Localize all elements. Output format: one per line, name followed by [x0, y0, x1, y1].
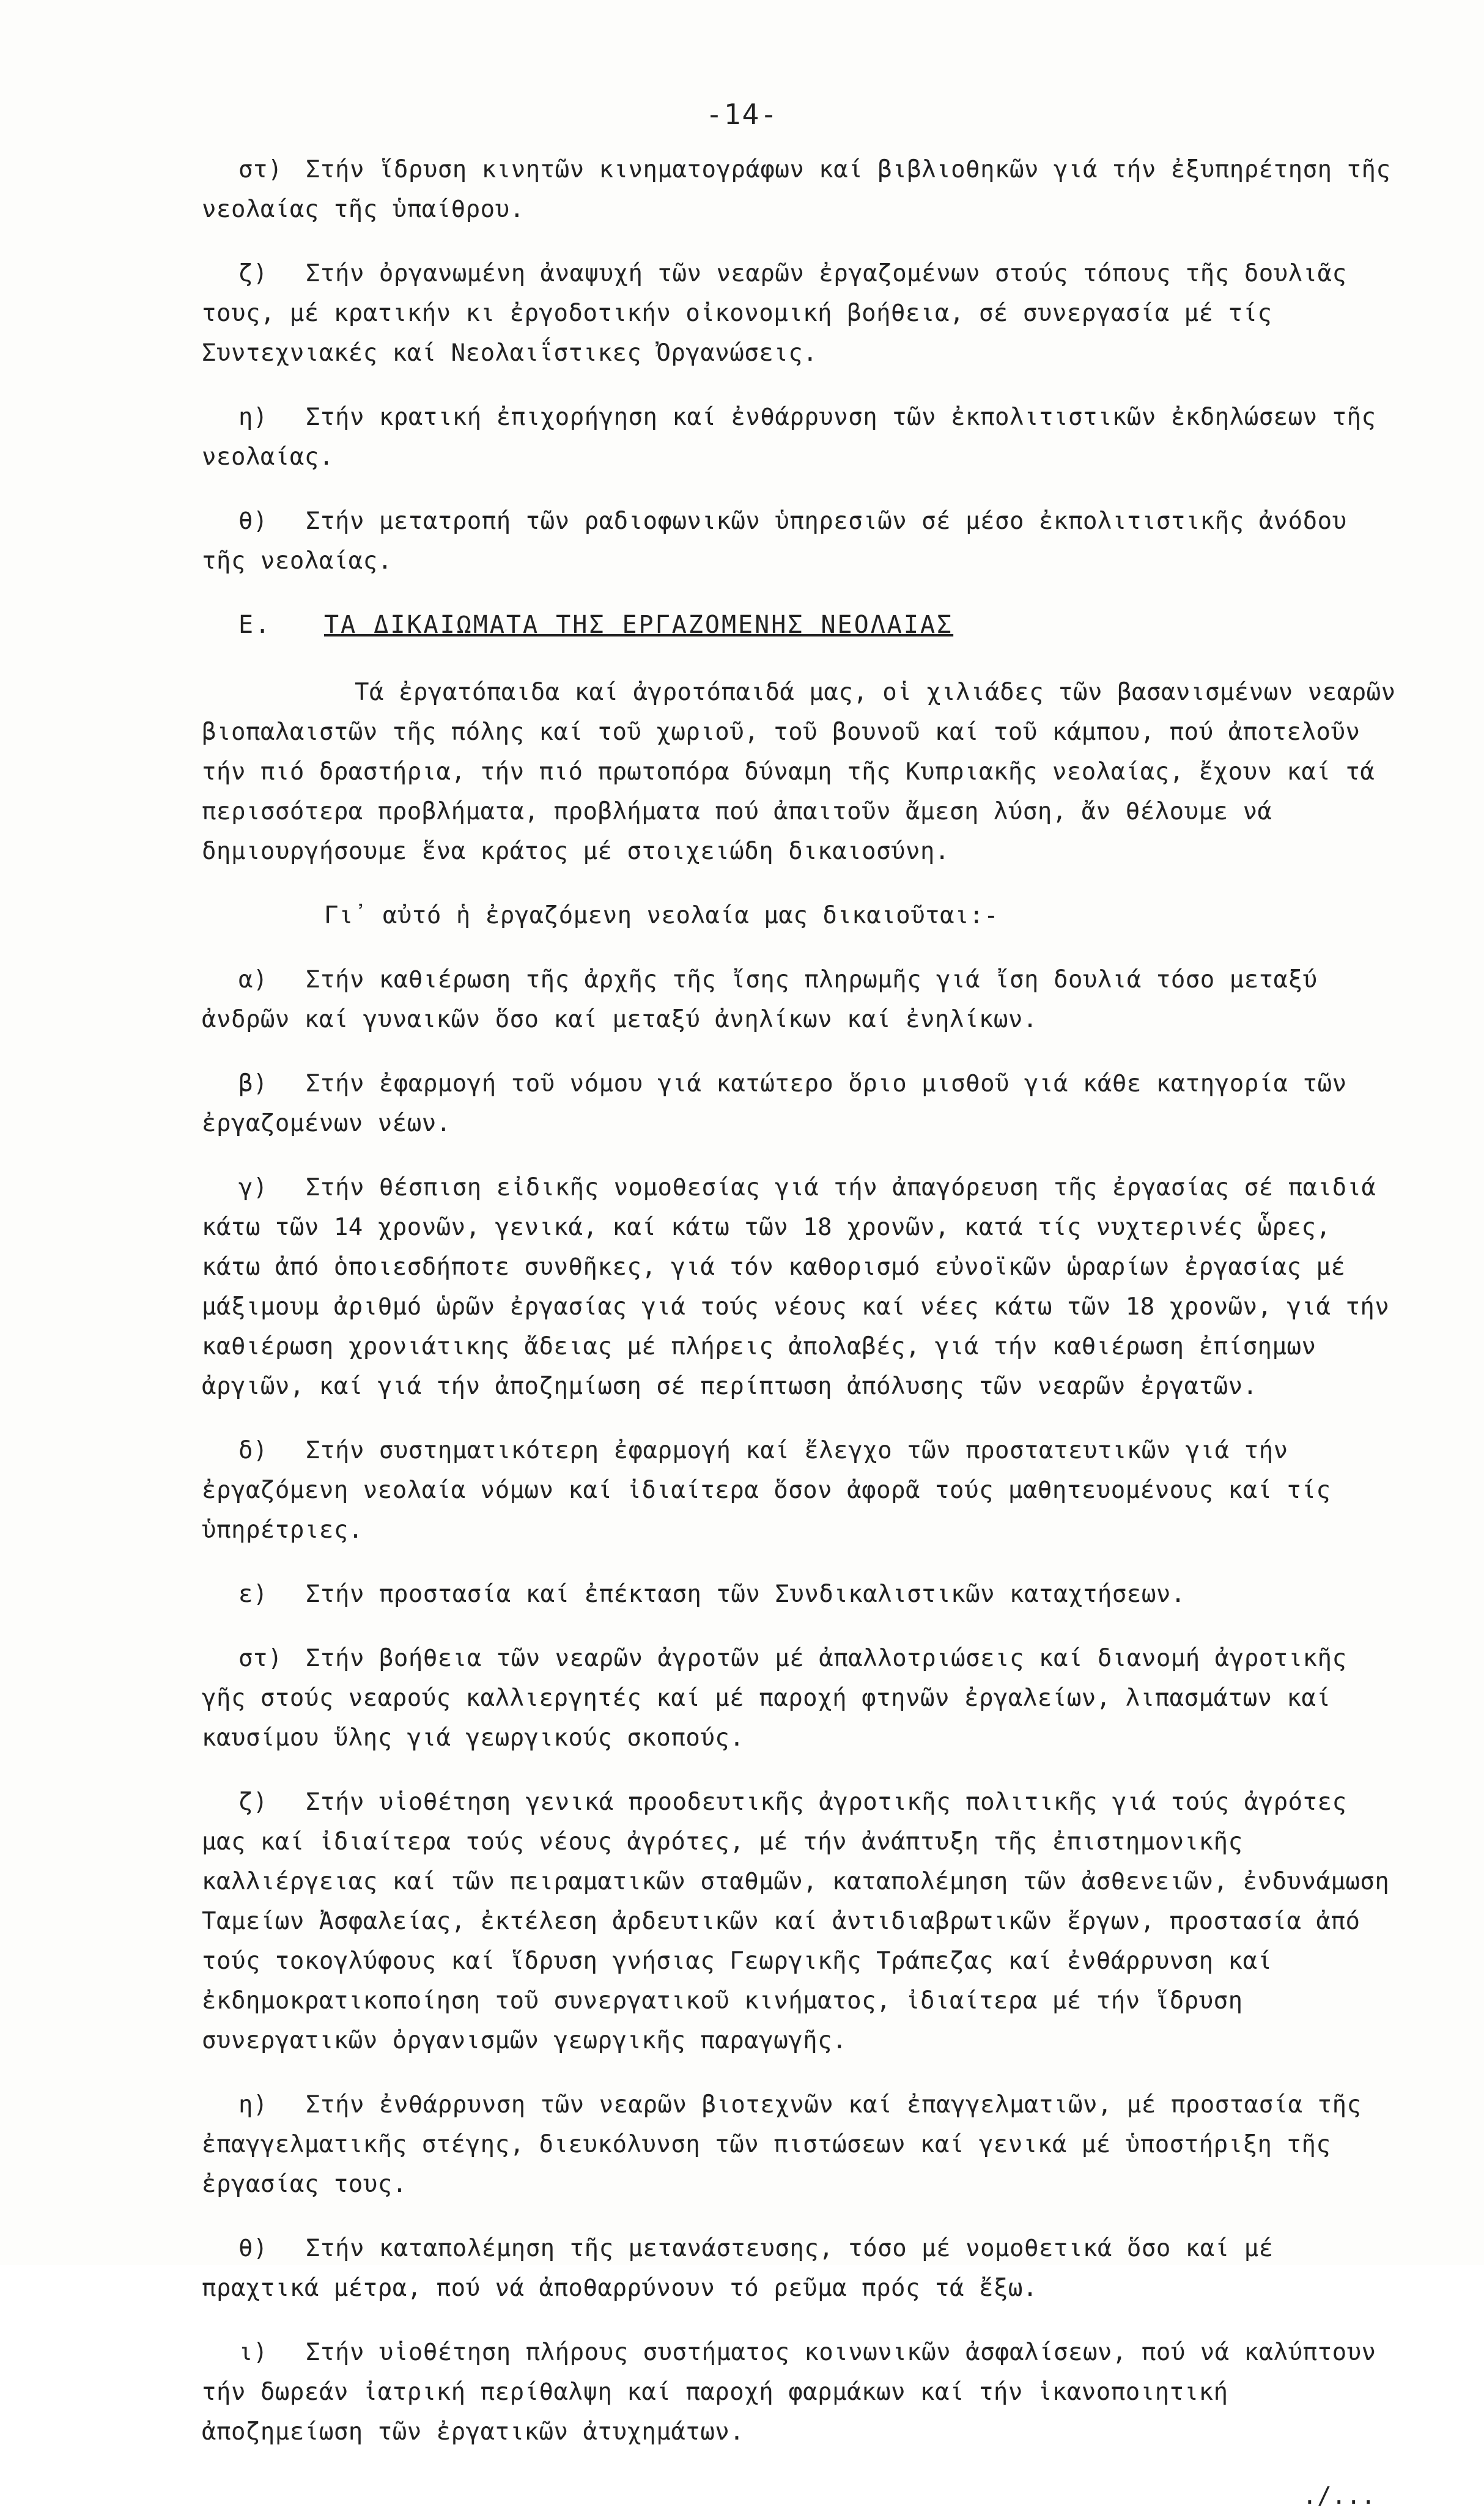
list-item — [202, 501, 1400, 581]
list-item — [202, 150, 1400, 229]
list-item — [202, 1574, 1400, 1614]
body-paragraph: Τά ἐργατόπαιδα καί ἀγροτόπαιδά μας, οἱ χιλιάδες τῶν βασανισμένων νεαρῶν βιοπαλαιστῶν τῆς πόλης καί τοῦ χωριοῦ, τοῦ βουνοῦ καί τοῦ κάμπου, πού ἀποτελοῦν τήν πιό δραστήρια, τήν πιό πρωτοπόρα δύναμη τῆς Κυπριακῆς νεολαίας, ἔχουν καί τά περισσότερα προβλήματα, προβλήματα πού ἀπαιτοῦν ἄμεση λύση, ἄν θέλουμε νά δημιουργήσουμε ἕνα κράτος μέ στοιχειώδη δικαιοσύνη. — [202, 679, 1396, 865]
item-label: η) — [238, 404, 268, 431]
continuation-mark: ./... — [1302, 2482, 1376, 2510]
item-text: Στήν ἵδρυση κινητῶν κινηματογράφων καί βιβλιοθηκῶν γιά τήν ἐξυπηρέτηση τῆς νεολαίας τῆς ὑπαίθρου. — [202, 156, 1391, 223]
item-label: στ) — [238, 156, 282, 183]
item-text: Στήν μετατροπή τῶν ραδιοφωνικῶν ὑπηρεσιῶν σέ μέσο ἐκπολιτιστικῆς ἀνόδου τῆς νεολαίας. — [202, 507, 1347, 575]
item-text: Στήν συστηματικότερη ἐφαρμογή καί ἔλεγχο τῶν προστατευτικῶν γιά τήν ἐργαζόμενη νεολαία νόμων καί ἰδιαίτερα ὅσον ἀφορᾶ τούς μαθητευομένους καί τίς ὑπηρέτριες. — [202, 1437, 1331, 1544]
list-item — [202, 960, 1400, 1039]
item-label: γ) — [238, 1174, 268, 1201]
item-text: Στήν καταπολέμηση τῆς μετανάστευσης, τόσο μέ νομοθετικά ὅσο καί μέ πραχτικά μέτρα, πού νά ἀποθαρρύνουν τό ρεῦμα πρός τά ἔξω. — [202, 2235, 1274, 2302]
item-label: θ) — [238, 507, 268, 535]
list-item — [202, 2229, 1400, 2308]
item-text: Στήν ἐφαρμογή τοῦ νόμου γιά κατώτερο ὅριο μισθοῦ γιά κάθε κατηγορία τῶν ἐργαζομένων νέων. — [202, 1070, 1347, 1137]
list-item — [202, 1782, 1400, 2060]
list-item — [202, 1168, 1400, 1406]
item-label: ζ) — [238, 260, 268, 287]
list-item — [202, 1431, 1400, 1550]
section-letter: Ε. — [238, 611, 272, 639]
item-text: Στήν ἐνθάρρυνση τῶν νεαρῶν βιοτεχνῶν καί ἐπαγγελματιῶν, μέ προστασία τῆς ἐπαγγελματικῆς στέγης, διευκόλυνση τῶν πιστώσεων καί γενικά μέ ὑποστήριξη τῆς ἐργασίας τους. — [202, 2091, 1362, 2198]
list-item — [202, 397, 1400, 477]
item-label: ζ) — [238, 1788, 268, 1816]
item-text: Στήν προστασία καί ἐπέκταση τῶν Συνδικαλιστικῶν καταχτήσεων. — [306, 1581, 1186, 1608]
list-item — [202, 1639, 1400, 1758]
item-label: ι) — [238, 2339, 268, 2366]
item-label: α) — [238, 966, 268, 994]
item-label: η) — [238, 2091, 268, 2119]
item-label: ε) — [238, 1581, 268, 1608]
item-label: στ) — [238, 1645, 282, 1672]
list-item — [202, 2085, 1400, 2204]
item-text: Στήν υἱοθέτηση γενικά προοδευτικῆς ἀγροτικῆς πολιτικῆς γιά τούς ἀγρότες μας καί ἰδιαίτερα τούς νέους ἀγρότες, μέ τήν ἀνάπτυξη τῆς ἐπιστημονικῆς καλλιέργειας καί τῶν πειραματικῶν σταθμῶν, καταπολέμηση τῶν ἀσθενειῶν, ἐνδυνάμωση Ταμείων Ἀσφαλείας, ἐκτέλεση ἀρδευτικῶν καί ἀντιδιαβρωτικῶν ἔργων, προστασία ἀπό τούς τοκογλύφους καί ἵδρυση γνήσιας Γεωργικῆς Τράπεζας καί ἐνθάρρυνση καί ἐκδημοκρατικοποίηση τοῦ συνεργατικοῦ κινήματος, ἰδιαίτερα μέ τήν ἵδρυση συνεργατικῶν ὀργανισμῶν γεωργικῆς παραγωγῆς. — [202, 1788, 1390, 2054]
section-title: ΤΑ ΔΙΚΑΙΩΜΑΤΑ ΤΗΣ ΕΡΓΑΖΟΜΕΝΗΣ ΝΕΟΛΑΙΑΣ — [324, 611, 954, 639]
document-body — [202, 150, 1400, 2516]
list-item — [202, 254, 1400, 373]
item-text: Στήν κρατική ἐπιχορήγηση καί ἐνθάρρυνση τῶν ἐκπολιτιστικῶν ἐκδηλώσεων τῆς νεολαίας. — [202, 404, 1376, 471]
item-text: Στήν ὀργανωμένη ἀναψυχή τῶν νεαρῶν ἐργαζομένων στούς τόπους τῆς δουλιᾶς τους, μέ κρατικήν κι ἐργοδοτικήν οἰκονομική βοήθεια, σέ συνεργασία μέ τίς Συντεχνιακές καί Νεολαιΐστικες Ὀργανώσεις. — [202, 260, 1347, 367]
page-number: -14- — [706, 98, 778, 131]
item-label: β) — [238, 1070, 268, 1098]
intro-line: Γι᾽ αὐτό ἡ ἐργαζόμενη νεολαία μας δικαιοῦται:- — [324, 902, 999, 929]
section-heading — [238, 605, 1400, 645]
list-item — [202, 2333, 1400, 2452]
item-label: θ) — [238, 2235, 268, 2262]
item-label: δ) — [238, 1437, 268, 1464]
list-item — [202, 1064, 1400, 1143]
item-text: Στήν βοήθεια τῶν νεαρῶν ἀγροτῶν μέ ἀπαλλοτριώσεις καί διανομή ἀγροτικῆς γῆς στούς νεαρούς καλλιεργητές καί μέ παροχή φτηνῶν ἐργαλείων, λιπασμάτων καί καυσίμου ὕλης γιά γεωργικούς σκοπούς. — [202, 1645, 1347, 1752]
item-text: Στήν θέσπιση εἰδικῆς νομοθεσίας γιά τήν ἀπαγόρευση τῆς ἐργασίας σέ παιδιά κάτω τῶν 14 χρονῶν, γενικά, καί κάτω τῶν 18 χρονῶν, κατά τίς νυχτερινές ὧρες, κάτω ἀπό ὁποιεσδήποτε συνθῆκες, γιά τόν καθορισμό εὐνοϊκῶν ὡραρίων ἐργασίας μέ μάξιμουμ ἀριθμό ὡρῶν ἐργασίας γιά τούς νέους καί νέες κάτω τῶν 18 χρονῶν, γιά τήν καθιέρωση χρονιάτικης ἄδειας μέ πλήρεις ἀπολαβές, γιά τήν καθιέρωση ἐπίσημων ἀργιῶν, καί γιά τήν ἀποζημίωση σέ περίπτωση ἀπόλυσης τῶν νεαρῶν ἐργατῶν. — [202, 1174, 1390, 1400]
item-text: Στήν υἱοθέτηση πλήρους συστήματος κοινωνικῶν ἀσφαλίσεων, πού νά καλύπτουν τήν δωρεάν ἰατρική περίθαλψη καί παροχή φαρμάκων καί τήν ἱκανοποιητική ἀποζημείωση τῶν ἐργατικῶν ἀτυχημάτων. — [202, 2339, 1376, 2446]
item-text: Στήν καθιέρωση τῆς ἀρχῆς τῆς ἴσης πληρωμῆς γιά ἴση δουλιά τόσο μεταξύ ἀνδρῶν καί γυναικῶν ὅσο καί μεταξύ ἀνηλίκων καί ἐνηλίκων. — [202, 966, 1318, 1033]
